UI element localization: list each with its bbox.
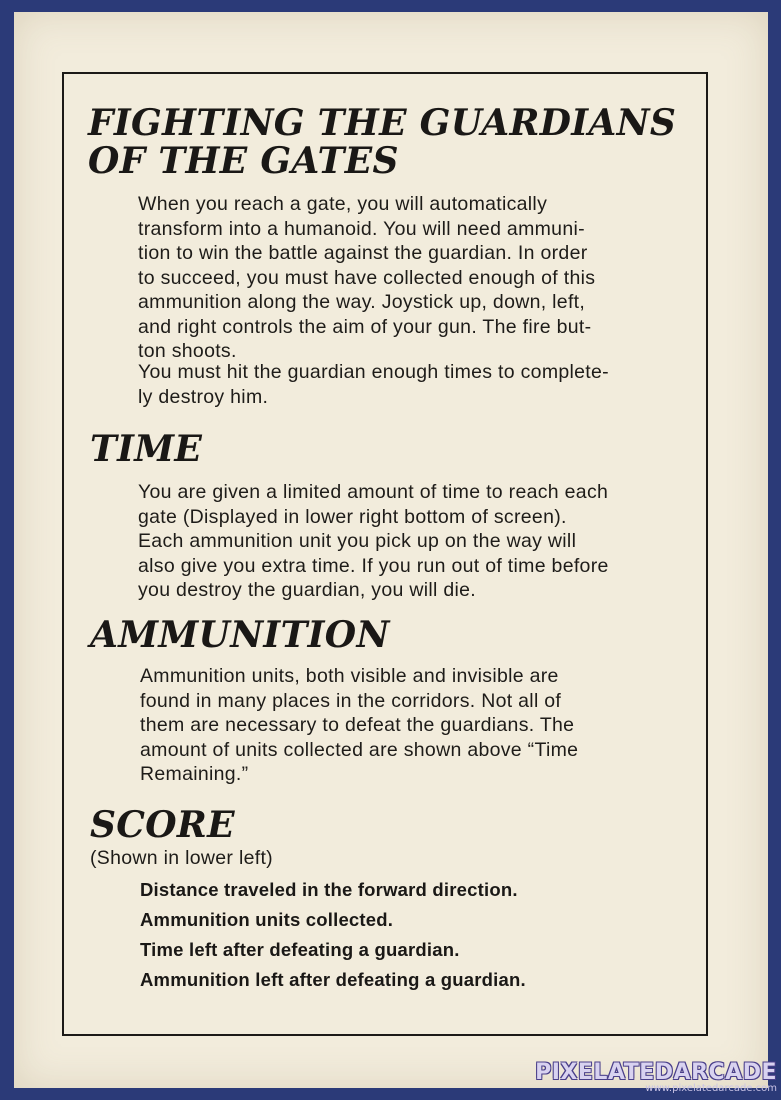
text-line: You must hit the guardian enough times to complete- bbox=[138, 361, 609, 383]
text-line: to succeed, you must have collected enough of this bbox=[138, 266, 596, 289]
heading-ammunition: AMMUNITION bbox=[90, 614, 390, 656]
text-line: ammunition along the way. Joystick up, down, left, bbox=[138, 291, 586, 313]
text-line: Each ammunition unit you pick up on the way will bbox=[138, 530, 577, 552]
heading-time: TIME bbox=[90, 428, 203, 470]
score-subtitle: (Shown in lower left) bbox=[90, 847, 273, 869]
ammunition-paragraph bbox=[140, 664, 578, 787]
text-line: Ammunition units, both visible and invisible are bbox=[140, 665, 559, 687]
score-item-ammo-left: Ammunition left after defeating a guardian. bbox=[140, 969, 526, 990]
text-line: Remaining.” bbox=[140, 763, 249, 785]
text-line: found in many places in the corridors. Not all of bbox=[140, 689, 562, 712]
watermark-url: www.pixelatedarcade.com bbox=[645, 1083, 777, 1094]
watermark bbox=[535, 1060, 777, 1094]
manual-page bbox=[14, 12, 768, 1088]
text-line: amount of units collected are shown above “Time bbox=[140, 738, 579, 761]
text-line: ly destroy him. bbox=[138, 385, 269, 408]
score-item-distance: Distance traveled in the forward direction. bbox=[140, 879, 518, 900]
score-item-time-left: Time left after defeating a guardian. bbox=[140, 939, 460, 960]
fighting-paragraph-2 bbox=[138, 360, 609, 409]
text-line: also give you extra time. If you run out of time before bbox=[138, 554, 609, 577]
text-line: tion to win the battle against the guardian. In order bbox=[138, 242, 588, 264]
fighting-paragraph-1 bbox=[138, 192, 595, 364]
text-line: ton shoots. bbox=[138, 340, 237, 362]
text-line: transform into a humanoid. You will need ammuni- bbox=[138, 217, 585, 240]
text-line: When you reach a gate, you will automatically bbox=[138, 193, 548, 215]
heading-fighting-line1: FIGHTING THE GUARDIANS bbox=[88, 102, 677, 144]
text-line: You are given a limited amount of time to reach each bbox=[138, 481, 609, 503]
score-item-ammo-collected: Ammunition units collected. bbox=[140, 909, 394, 930]
text-line: and right controls the aim of your gun. The fire but- bbox=[138, 315, 592, 338]
time-paragraph bbox=[138, 480, 609, 603]
text-line: you destroy the guardian, you will die. bbox=[138, 579, 476, 601]
heading-fighting-line2: OF THE GATES bbox=[88, 140, 399, 182]
heading-score: SCORE bbox=[90, 804, 235, 846]
text-line: gate (Displayed in lower right bottom of screen). bbox=[138, 505, 567, 528]
text-line: them are necessary to defeat the guardians. The bbox=[140, 714, 575, 736]
watermark-brand: PIXELATEDARCADE bbox=[535, 1060, 777, 1085]
